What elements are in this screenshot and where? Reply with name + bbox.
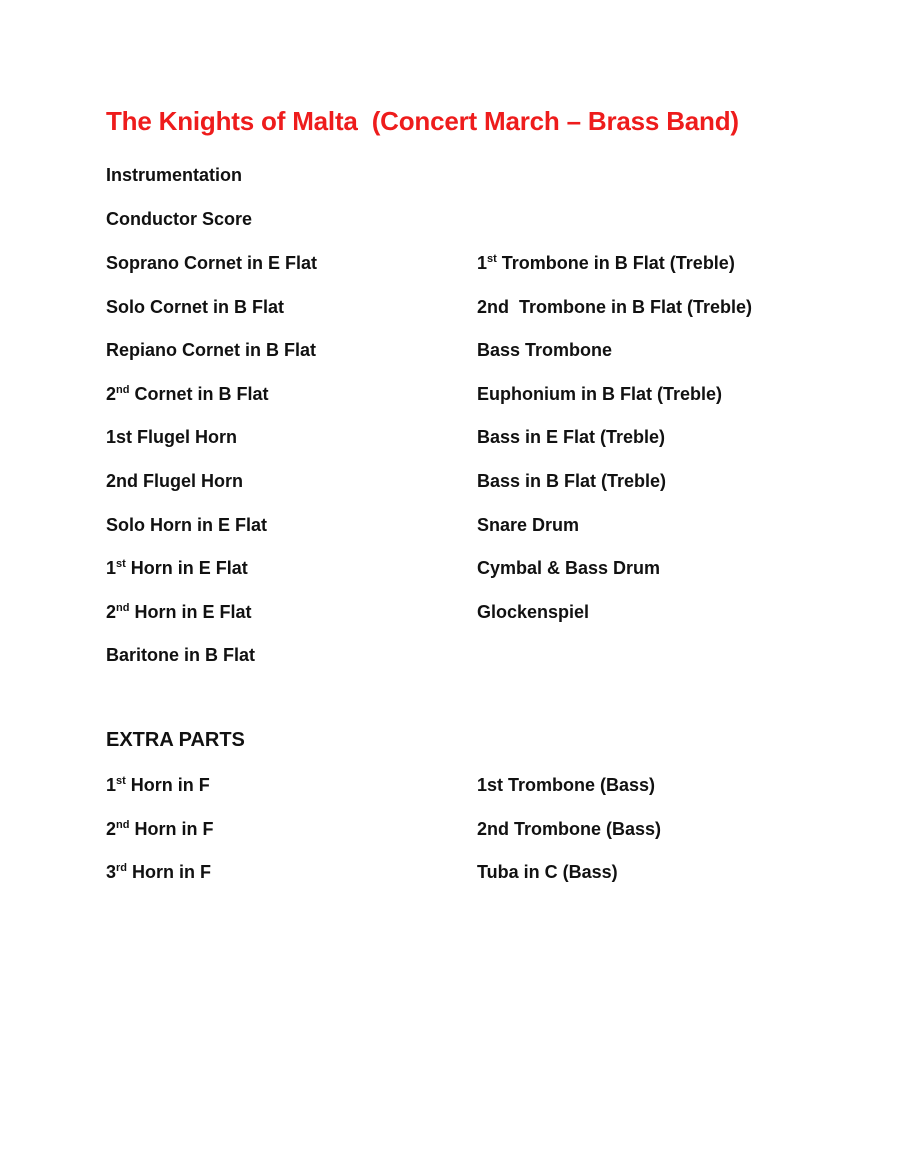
instrument-item [106,861,211,883]
instrument-item-text: Horn in E Flat [125,558,248,579]
instrument-item-text: Soprano Cornet in E Flat [106,253,318,273]
instrument-item-text: Solo Horn in E Flat [106,514,267,535]
ordinal-suffix: st [116,775,126,787]
instrument-item [106,383,268,405]
instrument-item [477,383,722,405]
instrument-item-text: 2 [106,383,117,404]
instrument-item [477,601,589,623]
ordinal-suffix: nd [116,383,130,396]
instrument-item-text: 1st Flugel Horn [106,427,238,448]
instrument-item-text: Cymbal & Bass Drum [477,558,661,579]
instrument-item [106,470,243,492]
instrument-item-text: 1 [106,775,117,795]
instrument-item [477,557,660,579]
instrument-item [106,557,248,579]
instrument-item [477,470,666,492]
instrument-item-text: Bass Trombone [477,340,613,361]
instrument-item [477,339,612,361]
instrument-item [106,296,284,318]
instrument-item [477,774,655,796]
instrument-item-text: 1 [106,558,117,579]
instrument-item [477,252,735,274]
document-title: The Knights of Malta (Concert March – Brass Band) [106,106,739,136]
instrument-item-text: 2 [106,601,117,622]
instrument-item-text: Glockenspiel [477,601,590,622]
instrument-item-text: 2nd Trombone in B Flat (Treble) [477,296,753,317]
ordinal-suffix: st [116,558,126,571]
instrument-item-text: 1st Trombone (Bass) [477,775,656,795]
instrument-item-text: Horn in F [125,775,210,795]
instrument-item-text: Baritone in B Flat [106,645,256,666]
instrument-item-text: 3 [106,862,117,883]
instrument-item-text: Repiano Cornet in B Flat [106,340,317,361]
instrument-item [106,514,267,536]
instrument-item [477,818,661,840]
instrument-item-text: Trombone in B Flat (Treble) [496,253,735,273]
instrument-item [477,861,618,883]
instrumentation-label: Instrumentation [106,165,243,185]
instrument-item [477,426,665,448]
instrument-item-text: 2 [106,818,117,839]
instrument-item [106,818,213,840]
instrument-item-text: Cornet in B Flat [129,383,269,404]
ordinal-suffix: nd [116,818,130,831]
instrument-item [106,774,210,796]
instrument-item-text: 1 [477,253,488,273]
instrument-item [477,296,752,318]
ordinal-suffix: st [487,253,497,265]
instrument-item [106,644,255,666]
instrument-item-text: Horn in E Flat [129,601,252,622]
instrument-item-text: Snare Drum [477,514,580,535]
instrument-item-text: Euphonium in B Flat (Treble) [477,383,722,404]
instrument-item-text: Tuba in C (Bass) [477,862,618,883]
conductor-score-item: Conductor Score [106,209,253,229]
ordinal-suffix: nd [116,601,130,614]
ordinal-suffix: rd [116,862,128,875]
instrument-item [477,514,579,536]
instrument-item-text: Horn in F [129,818,214,839]
instrument-item [106,426,237,448]
instrument-item-text: Bass in E Flat (Treble) [477,427,666,448]
instrument-item-text: 2nd Flugel Horn [106,471,243,491]
instrument-item [106,339,316,361]
instrument-item [106,601,251,623]
instrument-item-text: Horn in F [127,862,212,883]
extra-parts-heading: EXTRA PARTS [106,729,245,751]
instrument-item-text: Solo Cornet in B Flat [106,296,284,317]
instrument-item-text: 2nd Trombone (Bass) [477,818,662,839]
instrument-item-text: Bass in B Flat (Treble) [477,471,667,491]
instrument-item [106,252,317,274]
